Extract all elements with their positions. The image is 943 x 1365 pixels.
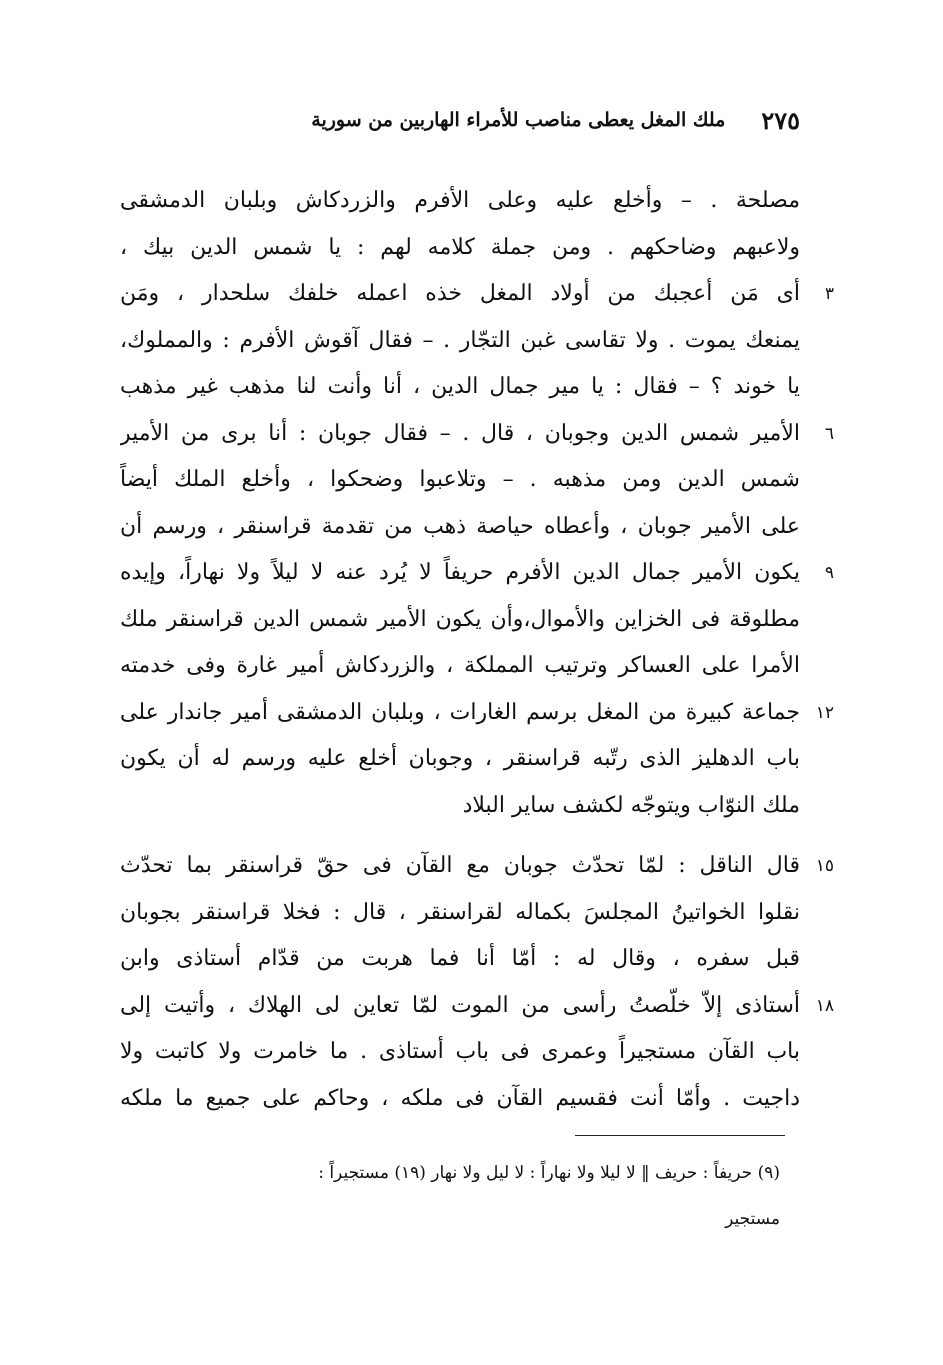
text-line [100,550,834,597]
line-text: أى مَن أعجبك من أولاد المغل خذه اعمله خلفك سلحدار ، ومَن [120,281,800,306]
text-line [100,178,800,225]
text-line [100,318,800,365]
line-text: قبل سفره ، وقال له : أمّا أنا فما هربت من قدّام أستاذى وابن [120,946,800,971]
text-line [100,225,800,272]
text-line [100,983,834,1030]
line-text: جماعة كبيرة من المغل برسم الغارات ، وبلبان الدمشقى أمير جاندار على [120,699,800,725]
line-text: يا خوند ؟ – فقال : يا مير جمال الدين ، أنا وأنت لنا مذهب غير مذهب [120,374,800,399]
line-text: يمنعك يموت . ولا تقاسى غبن التجّار . – فقال آقوش الأفرم : والمملوك، [120,327,800,353]
line-text: مطلوقة فى الخزاين والأموال،وأن يكون الأمير شمس الدين قراسنقر ملك [120,606,800,632]
text-line [100,1029,800,1076]
line-number: ٩ [824,563,834,583]
line-text: قال الناقل : لمّا تحدّث جوبان مع القآن فى حقّ قراسنقر بما تحدّث [120,853,800,878]
line-number: ١٨ [815,995,834,1016]
text-line [100,783,800,830]
line-text: الأمرا على العساكر وترتيب المملكة ، والزردكاش أمير غارة وفى خدمته [120,653,800,678]
line-text: باب الدهليز الذى رتّبه قراسنقر ، وجوبان أخلع عليه ورسم له أن يكون [120,746,800,771]
line-text: مصلحة . – وأخلع عليه وعلى الأفرم والزردكاش وبلبان الدمشقى [120,188,800,213]
line-text: باب القآن مستجيراً وعمرى فى باب أستاذى . ما خامرت ولا كاتبت ولا [120,1039,800,1064]
footnote-divider [575,1135,785,1136]
line-text: الأمير شمس الدين وجوبان ، قال . – فقال جوبان : أنا برى من الأمير [120,420,800,446]
running-title: ملك المغل يعطى مناصب للأمراء الهاربين من سورية [311,109,726,131]
text-line [100,457,800,504]
text-line [100,364,800,411]
text-line [100,504,800,551]
footnotes [100,1150,780,1242]
page-number: ٢٧٥ [761,105,800,135]
line-number: ٦ [824,423,834,444]
text-line [100,690,834,737]
line-number: ٣ [824,284,834,304]
text-line [100,890,800,937]
line-text: داجيت . وأمّا أنت فقسيم القآن فى ملكه ، وحاكم على جميع ما ملكه [120,1085,800,1111]
text-line [100,271,834,318]
line-text: ولاعبهم وضاحكهم . ومن جملة كلامه لهم : يا شمس الدين بيك ، [120,234,800,260]
main-text [100,178,834,1122]
line-text: أستاذى إلاّ خلّصتُ رأسى من الموت لمّا تعاين لى الهلاك ، وأتيت إلى [120,992,800,1018]
line-text: يكون الأمير جمال الدين الأفرم حريفاً لا يُرد عنه لا ليلاً ولا نهاراً، وإيده [120,560,800,585]
paragraph-gap [100,829,800,843]
footnote-line: (٩) حريفاً : حريف ‖ لا ليلا ولا نهاراً : لا ليل ولا نهار (١٩) مستجيراً : [318,1163,780,1183]
text-line [100,736,800,783]
text-line [100,936,800,983]
text-line [100,643,800,690]
text-line [100,843,834,890]
text-line [100,597,800,644]
line-text: على الأمير جوبان ، وأعطاه حياصة ذهب من تقدمة قراسنقر ، ورسم أن [120,513,800,539]
line-number: ١٢ [815,702,834,723]
footnote-line: مستجير [725,1209,780,1229]
line-text: شمس الدين ومن مذهبه . – وتلاعبوا وضحكوا ، وأخلع الملك أيضاً [120,467,800,492]
line-number: ١٥ [815,856,834,876]
text-line [100,1076,800,1123]
text-line [100,411,834,458]
line-text: ملك النوّاب ويتوجّه لكشف ساير البلاد [462,792,800,818]
page-header [260,100,800,140]
line-text: نقلوا الخواتينُ المجلسَ بكماله لقراسنقر ، قال : فخلا قراسنقر بجوبان [120,899,800,925]
